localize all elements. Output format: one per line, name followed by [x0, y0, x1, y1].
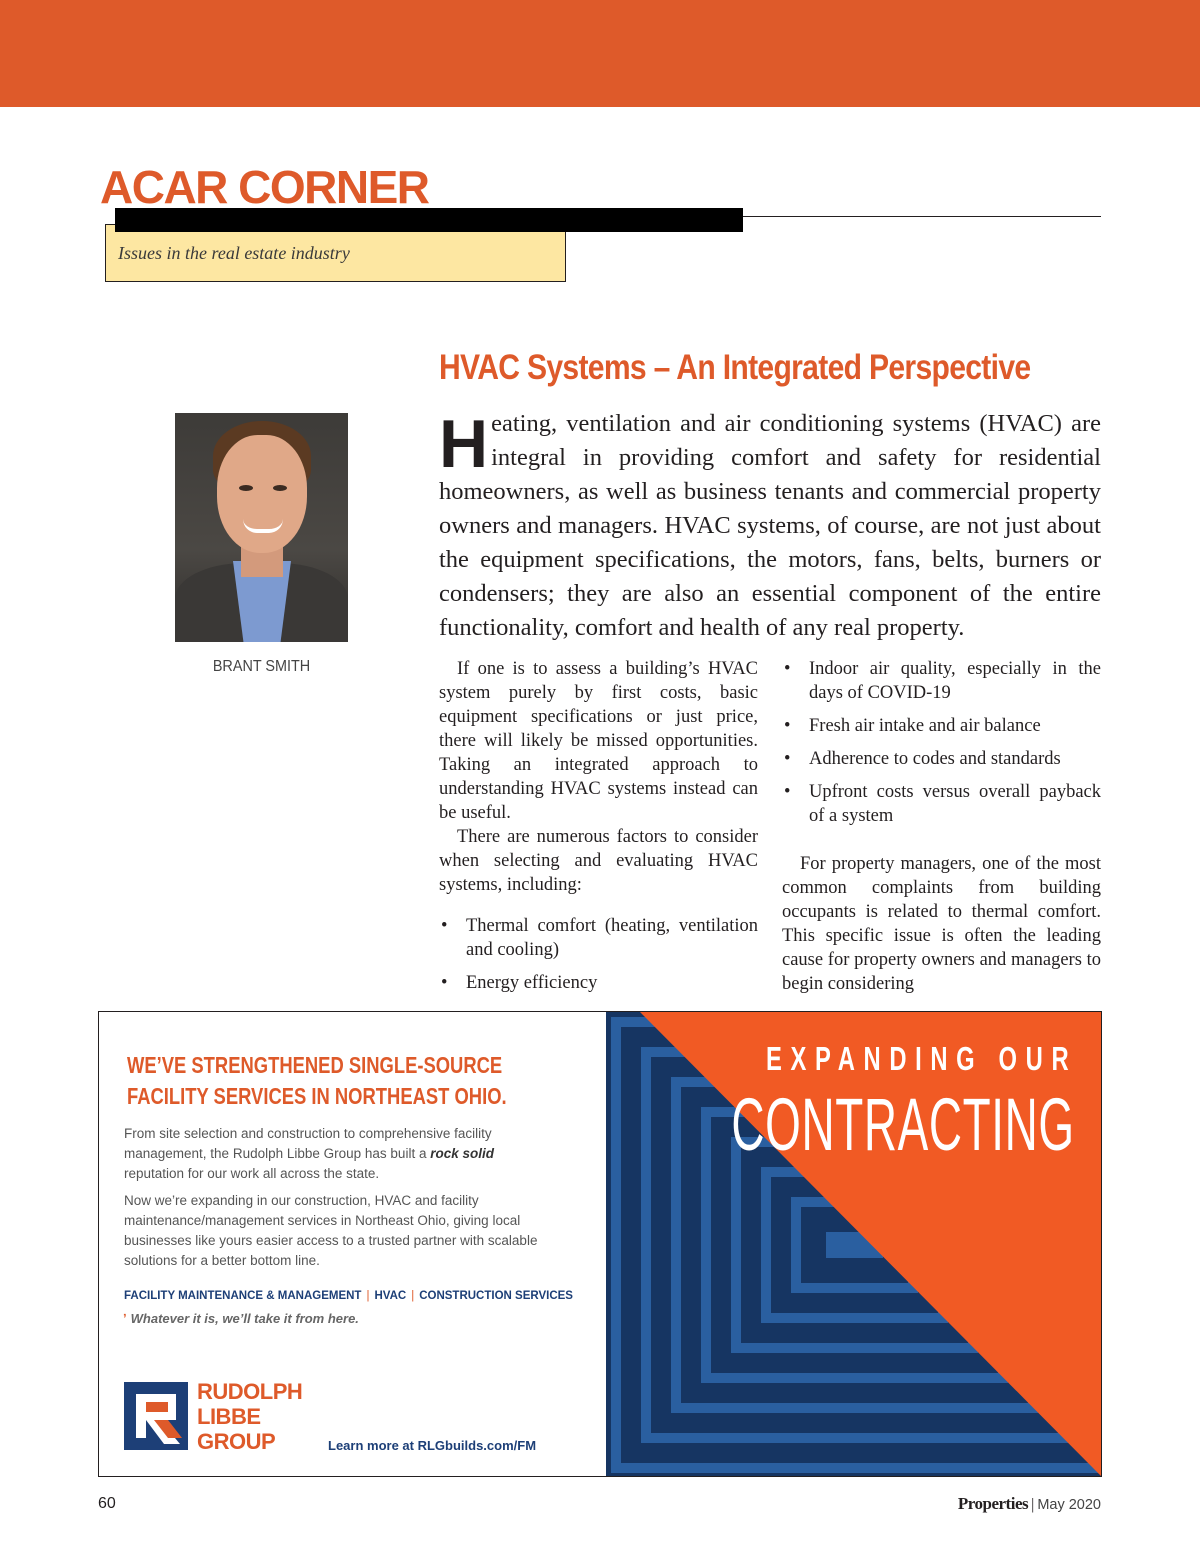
service-item: FACILITY MAINTENANCE & MANAGEMENT: [124, 1290, 362, 1302]
list-item: • Energy efficiency: [439, 971, 758, 995]
body-column-2: [782, 657, 1101, 996]
body-paragraph: There are numerous factors to consider when selecting and evaluating HVAC systems, including:: [439, 827, 758, 895]
rlg-logo-text: RUDOLPH LIBBE GROUP: [197, 1379, 303, 1454]
lead-text: eating, ventilation and air conditioning systems (HVAC) are integral in providing comfort and safety for residential homeowners, as well as business tenants and commercial property owners and managers. HVAC systems, of course, are not just about the equipment specifications, the motors, fans, belts, burners or condensers; they are also an essential component of the entire functionality, comfort and health of any real property.: [439, 410, 1101, 641]
page-number: 60: [98, 1495, 116, 1512]
body-column-1: [439, 657, 758, 1004]
ad-headline-contracting: CONTRACTING: [731, 1083, 1075, 1166]
service-item: HVAC: [374, 1290, 407, 1302]
section-title: ACAR CORNER: [100, 161, 429, 213]
list-item: • Adherence to codes and standards: [782, 747, 1101, 771]
list-item: • Indoor air quality, especially in the days of COVID-19: [782, 657, 1101, 705]
list-item: • Upfront costs versus overall payback of a system: [782, 780, 1101, 828]
author-photo: [175, 413, 348, 642]
list-item: • Fresh air intake and air balance: [782, 714, 1101, 738]
body-paragraph: If one is to assess a building’s HVAC system purely by first costs, basic equipment specifications or just price, there will likely be missed opportunities. Taking an integrated approach to understanding HVAC systems instead can be useful.: [439, 659, 758, 823]
ad-body-paragraph: Now we’re expanding in our construction, HVAC and facility maintenance/management services in Northeast Ohio, giving local businesses like yours easier access to a trusted partner with scalable solutions for a better bottom line.: [124, 1193, 538, 1268]
footer-separator: |: [1031, 1496, 1035, 1513]
service-separator: |: [366, 1290, 370, 1302]
body-paragraph: For property managers, one of the most common complaints from building occupants is related to thermal comfort. This specific issue is often the leading cause for property owners and managers to begin considering: [782, 854, 1101, 994]
ad-image-panel: [606, 1012, 1102, 1476]
list-item: • Thermal comfort (heating, ventilation and cooling): [439, 914, 758, 962]
top-color-band: [0, 0, 1200, 107]
factor-list-continued: [782, 657, 1101, 828]
ad-heading: WE’VE STRENGTHENED SINGLE-SOURCE FACILITY SERVICES IN NORTHEAST OHIO.: [127, 1052, 507, 1109]
author-caption: BRANT SMITH: [212, 658, 311, 675]
issue-date: May 2020: [1037, 1497, 1101, 1513]
subtitle-text: Issues in the real estate industry: [118, 243, 350, 263]
advertisement[interactable]: [98, 1011, 1102, 1477]
ad-services-list: [124, 1290, 573, 1302]
footer-publication: [958, 1494, 1101, 1514]
tick-mark-icon: ʼ: [123, 1311, 127, 1326]
publication-name: Properties: [957, 1494, 1029, 1513]
emphasis-text: rock solid: [430, 1146, 494, 1161]
drop-cap: H: [439, 406, 489, 482]
ad-body-paragraph: From site selection and construction to comprehensive facility management, the Rudolph Libbe Group has built a rock solid reputation for our work all across the state.: [124, 1126, 494, 1181]
service-item: CONSTRUCTION SERVICES: [419, 1290, 573, 1302]
rlg-logo-icon: [124, 1382, 188, 1450]
ad-tagline: ʼ Whatever it is, we’ll take it from here.: [123, 1311, 359, 1326]
title-rule: [740, 216, 1101, 217]
learn-more-link[interactable]: Learn more at RLGbuilds.com/FM: [328, 1438, 537, 1453]
article-headline: HVAC Systems – An Integrated Perspective: [439, 348, 1031, 387]
lead-paragraph: [439, 407, 1101, 645]
ad-headline-expanding: EXPANDING OUR: [765, 1040, 1077, 1077]
subtitle-box: [105, 224, 566, 282]
ad-text-panel: [99, 1012, 606, 1476]
service-separator: |: [411, 1290, 415, 1302]
factor-list: [439, 914, 758, 995]
